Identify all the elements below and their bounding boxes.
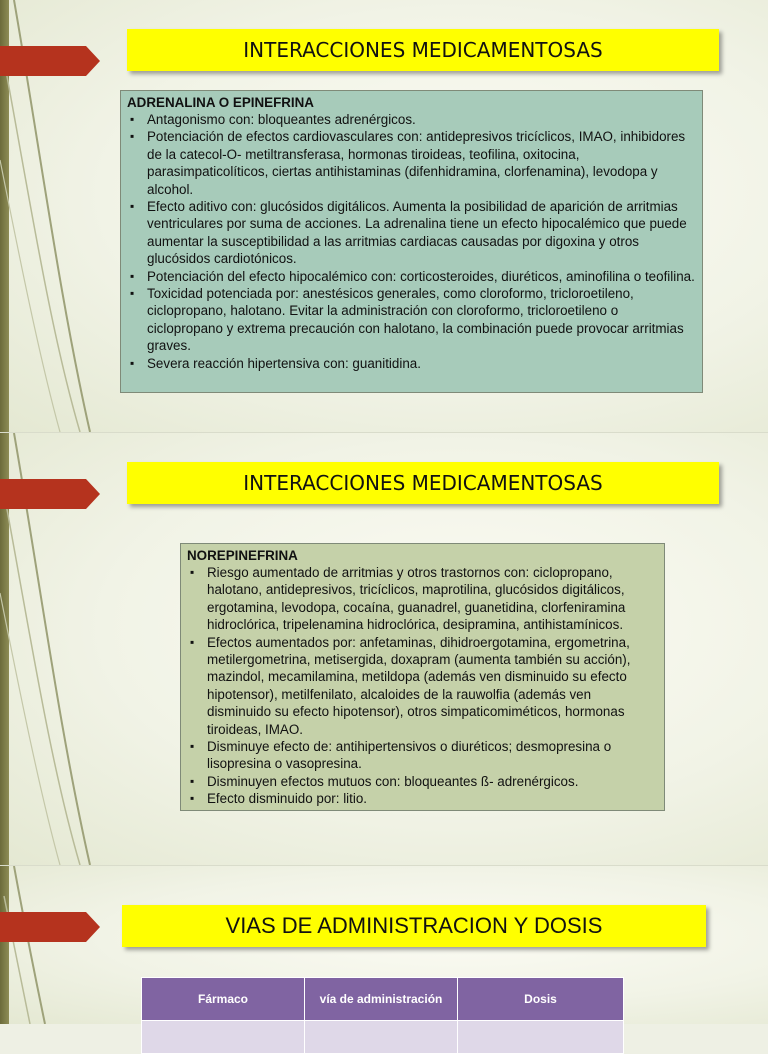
list-item: ▪ Disminuyen efectos mutuos con: bloqueantes ß- adrenérgicos. — [187, 773, 658, 790]
norepinefrina-box — [180, 543, 665, 811]
slide-3-title: VIAS DE ADMINISTRACION Y DOSIS — [122, 905, 706, 947]
table-header-row — [142, 978, 624, 1021]
table-cell — [305, 1021, 458, 1054]
list-item: ▪ Antagonismo con: bloqueantes adrenérgicos. — [127, 111, 696, 128]
slide-2-title: INTERACCIONES MEDICAMENTOSAS — [127, 462, 719, 504]
norepinefrina-heading: NOREPINEFRINA — [187, 548, 298, 563]
list-item: ▪ Disminuye efecto de: antihipertensivos o diuréticos; desmopresina o lisopresina o vasopresina. — [187, 738, 658, 773]
adrenalina-heading: ADRENALINA O EPINEFRINA — [127, 95, 314, 110]
table-row — [142, 1021, 624, 1054]
list-item: ▪ Riesgo aumentado de arritmias y otros trastornos con: ciclopropano, halotano, antidepresivos, tricíclicos, maprotilina, glucósidos digitálicos, ergotamina, levodopa, cocaína, guanadrel, guanetidina, clorfeniramina hidroclórica, tripelenamina hidroclórica, desipramina, antihistamínicos. — [187, 564, 658, 634]
arrow-marker-icon — [0, 46, 100, 76]
dosage-table — [141, 977, 624, 1054]
list-item: ▪ Efecto disminuido por: litio. — [187, 790, 658, 807]
arrow-marker-icon — [0, 912, 100, 942]
decorative-curves — [0, 866, 110, 1024]
list-item: ▪ Efecto aditivo con: glucósidos digitálicos. Aumenta la posibilidad de aparición de arritmias ventriculares por suma de acciones. La adrenalina tiene un efecto hipocalémico que puede aumentar la susceptibilidad a las arritmias cardiacas causadas por digoxina y otros glucósidos cardiotónicos. — [127, 198, 696, 268]
arrow-marker-icon — [0, 479, 100, 509]
table-cell — [142, 1021, 305, 1054]
list-item: ▪ Toxicidad potenciada por: anestésicos generales, como cloroformo, tricloroetileno, ciclopropano, halotano. Evitar la administración con cloroformo, tricloroetileno o ciclopropano y extrema precaución con halotano, la combinación puede provocar arritmias graves. — [127, 285, 696, 355]
list-item: ▪ Potenciación del efecto hipocalémico con: corticosteroides, diuréticos, aminofilina o teofilina. — [127, 268, 696, 285]
col-header-via: vía de administración — [305, 978, 458, 1021]
adrenalina-box — [120, 90, 703, 393]
slide-1-title: INTERACCIONES MEDICAMENTOSAS — [127, 29, 719, 71]
table-cell — [458, 1021, 624, 1054]
list-item: ▪ Potenciación de efectos cardiovasculares con: antidepresivos tricíclicos, IMAO, inhibidores de la catecol-O- metiltransferasa, hormonas tiroideas, teofilina, oxitocina, parasimpaticolíticos, ciertas antihistaminas (difenhidramina, clorfenamina), levodopa y alcohol. — [127, 128, 696, 198]
col-header-dosis: Dosis — [458, 978, 624, 1021]
list-item: ▪ Severa reacción hipertensiva con: guanitidina. — [127, 355, 696, 372]
col-header-farmaco: Fármaco — [142, 978, 305, 1021]
adrenalina-list — [127, 111, 696, 372]
list-item: ▪ Efectos aumentados por: anfetaminas, dihidroergotamina, ergometrina, metilergometrina, metisergida, doxapram (aumenta también su acción), mazindol, mecamilamina, metildopa (además ven disminuido su efecto hipotensor), metilfenilato, alcaloides de la rauwolfia (además ven disminuido su efecto hipotensor), otros simpaticomiméticos, hormonas tiroideas, IMAO. — [187, 634, 658, 738]
norepinefrina-list — [187, 564, 658, 808]
